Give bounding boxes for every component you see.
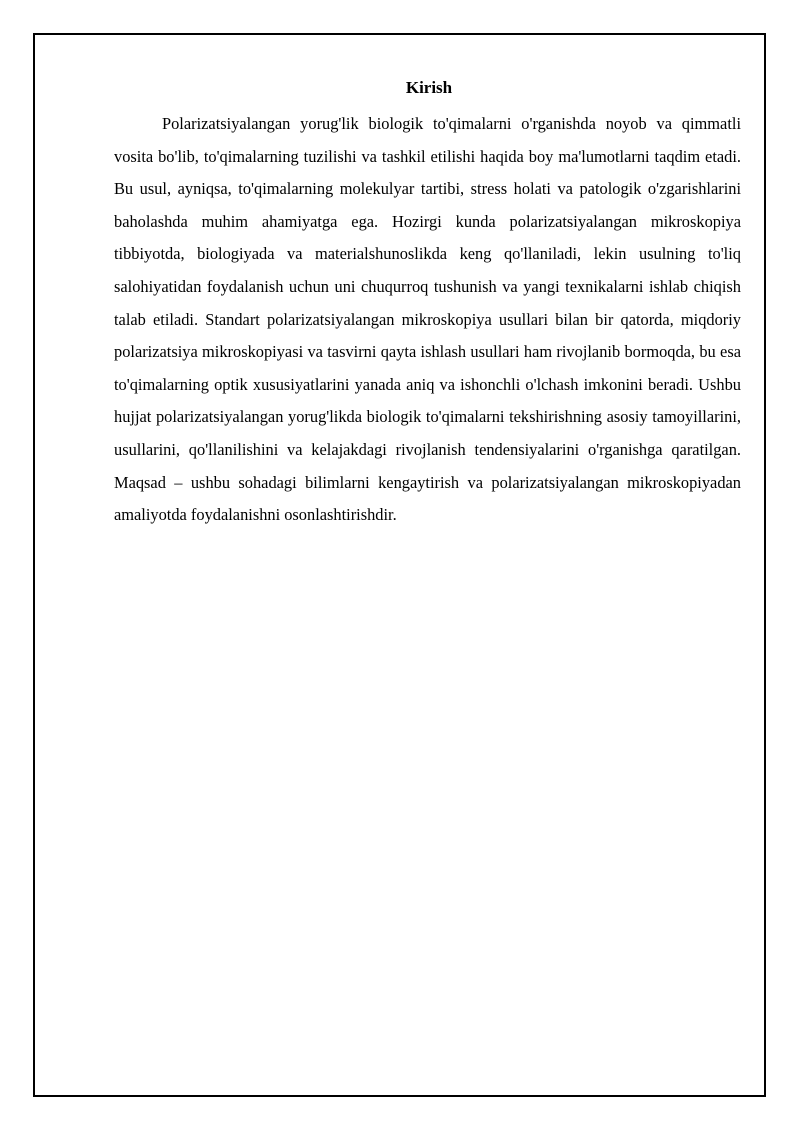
- page-title: Kirish: [405, 78, 453, 97]
- intro-paragraph: Polarizatsiyalangan yorug'lik biologik to'qimalarni o'rganishda noyob va qimmatli vosita bo'lib, to'qimalarning tuzilishi va tashkil etilishi haqida boy ma'lumotlarni taqdim etadi. Bu usul, ayniqsa, to'qimalarning molekulyar tartibi, stress holati va patologik o'zgarishlarini baholashda muhim ahamiyatga ega. Hozirgi kunda polarizatsiyalangan mikroskopiya tibbiyotda, biologiyada va materialshunoslikda keng qo'llaniladi, lekin usulning to'liq salohiyatidan foydalanish uchun uni chuqurroq tushunish va yangi texnikalarni ishlab chiqish talab etiladi. Standart polarizatsiyalangan mikroskopiya usullari bilan bir qatorda, miqdoriy polarizatsiya mikroskopiyasi va tasvirni qayta ishlash usullari ham rivojlanib bormoqda, bu esa to'qimalarning optik xususiyatlarini yanada aniq va ishonchli o'lchash imkonini beradi. Ushbu hujjat polarizatsiyalangan yorug'likda biologik to'qimalarni tekshirishning asosiy tamoyillarini, usullarini, qo'llanilishini va kelajakdagi rivojlanish tendensiyalarini o'rganishga qaratilgan. Maqsad – ushbu sohadagi bilimlarni kengaytirish va polarizatsiyalangan mikroskopiyadan amaliyotda foydalanishni osonlashtirishdir.: [114, 114, 741, 525]
